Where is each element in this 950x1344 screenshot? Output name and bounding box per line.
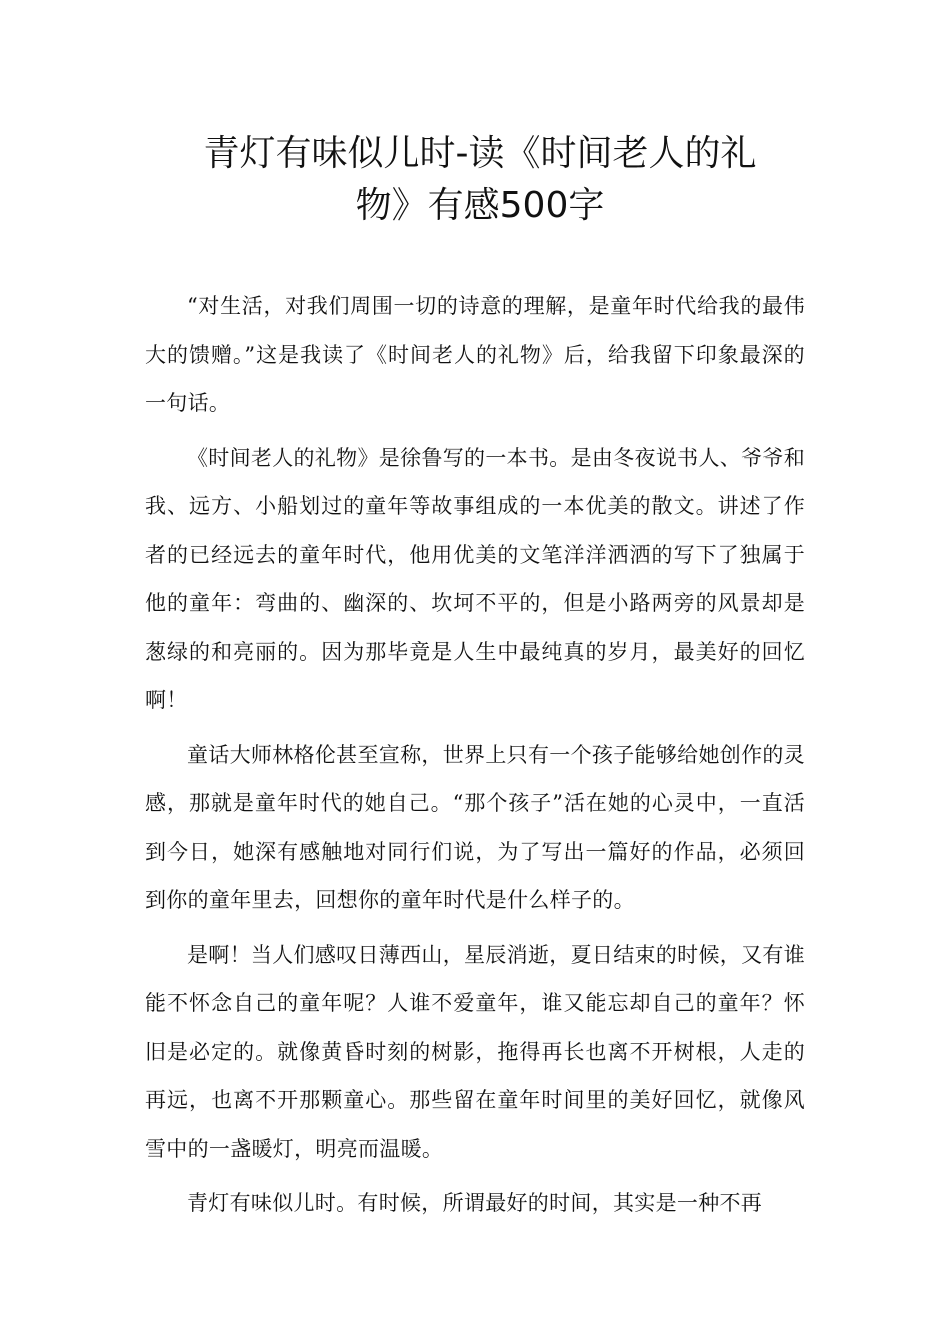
document-title bbox=[120, 128, 840, 232]
paragraph: 是啊！当人们感叹日薄西山，星辰消逝，夏日结束的时候，又有谁能不怀念自己的童年呢？人谁不爱童年，谁又能忘却自己的童年？怀旧是必定的。就像黄昏时刻的树影，拖得再长也离不开树根，人走的再远，也离不开那颗童心。那些留在童年时间里的美好回忆，就像风雪中的一盏暖灯，明亮而温暖。 bbox=[145, 942, 805, 1161]
paragraph: “对生活，对我们周围一切的诗意的理解，是童年时代给我的最伟大的馈赠。”这是我读了《时间老人的礼物》后，给我留下印象最深的一句话。 bbox=[145, 294, 805, 415]
paragraph: 童话大师林格伦甚至宣称，世界上只有一个孩子能够给她创作的灵感，那就是童年时代的她自己。“那个孩子”活在她的心灵中，一直活到今日，她深有感触地对同行们说，为了写出一篇好的作品，必须回到你的童年里去，回想你的童年时代是什么样子的。 bbox=[145, 742, 805, 912]
paragraph: 青灯有味似儿时。有时候，所谓最好的时间，其实是一种不再 bbox=[187, 1191, 763, 1215]
title-line-1: 青灯有味似儿时-读《时间老人的礼 bbox=[203, 133, 757, 174]
title-line-2: 物》有感500字 bbox=[355, 185, 605, 226]
document-body bbox=[145, 282, 805, 1234]
paragraph: 《时间老人的礼物》是徐鲁写的一本书。是由冬夜说书人、爷爷和我、远方、小船划过的童年等故事组成的一本优美的散文。讲述了作者的已经远去的童年时代，他用优美的文笔洋洋洒洒的写下了独属于他的童年：弯曲的、幽深的、坎坷不平的，但是小路两旁的风景却是葱绿的和亮丽的。因为那毕竟是人生中最纯真的岁月，最美好的回忆啊！ bbox=[145, 445, 805, 712]
